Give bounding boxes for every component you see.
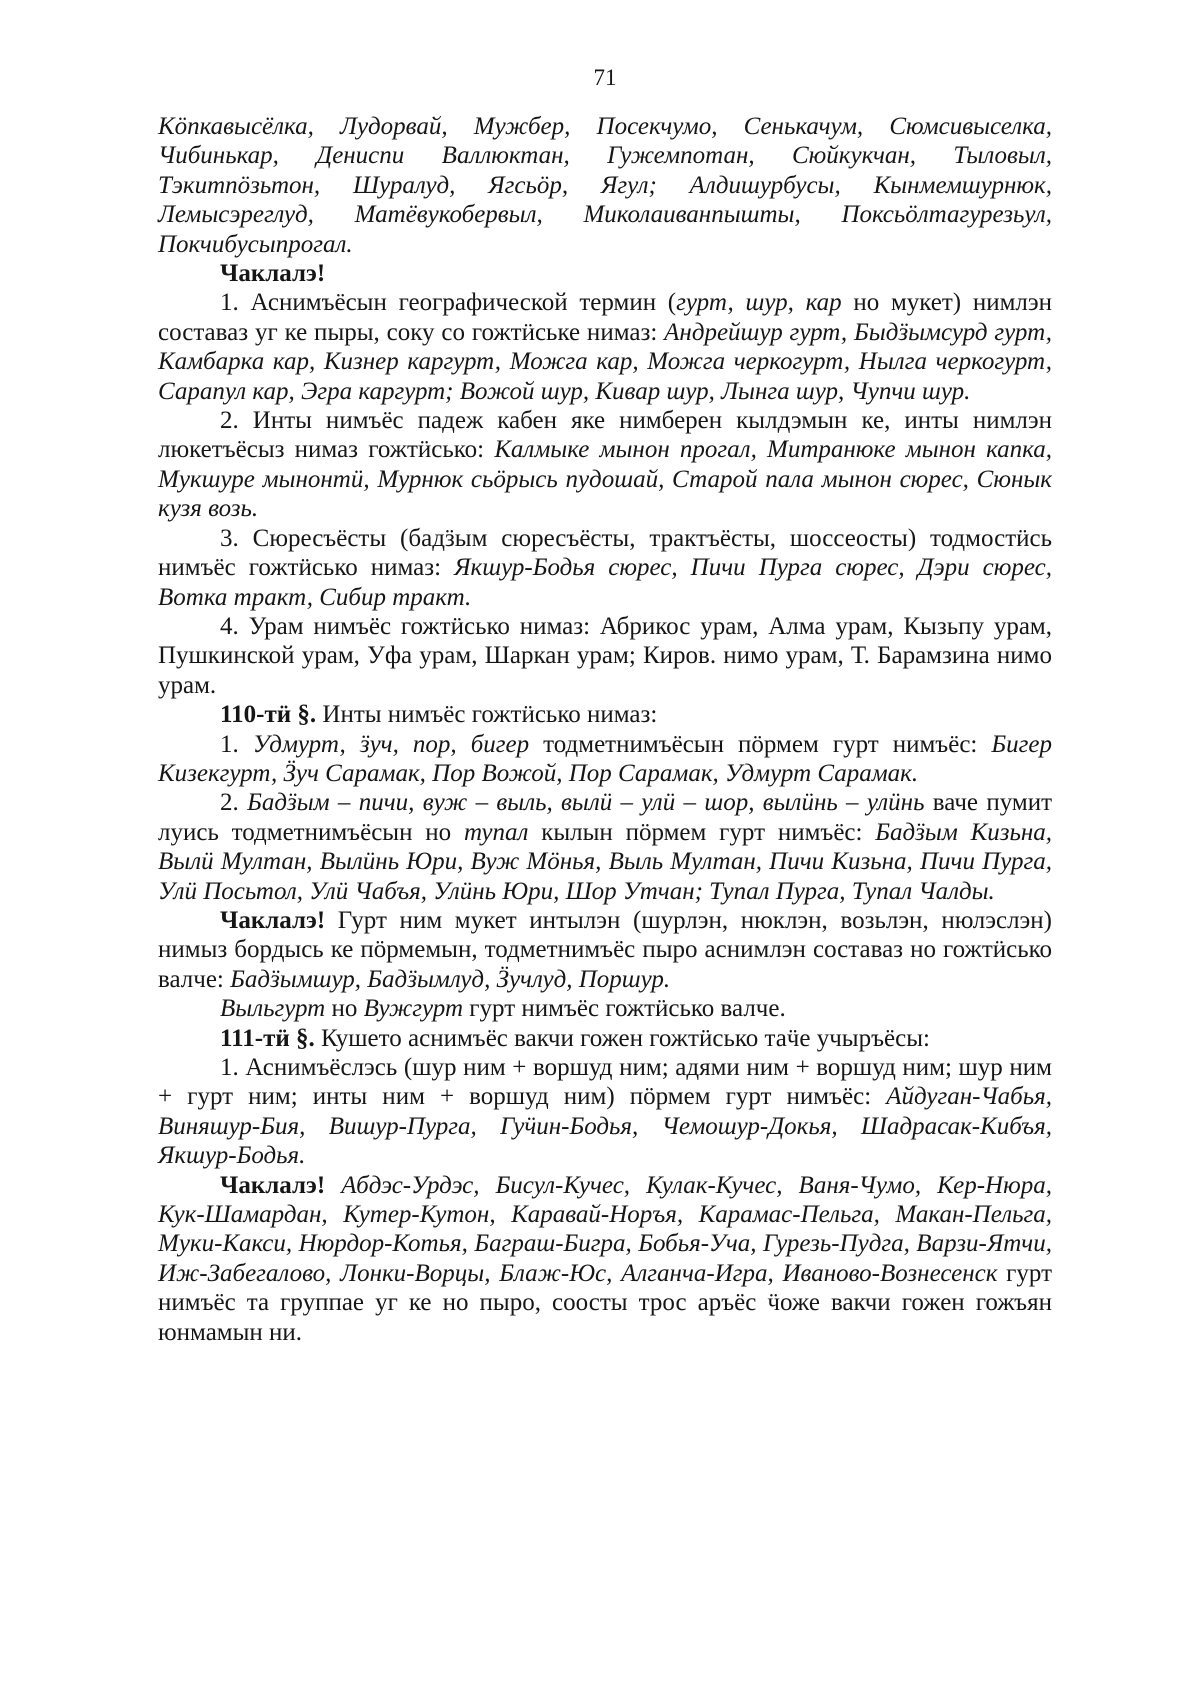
- body-text: гурт нимъёс та группае уг ке но пыро, соосты трос аръёс ӵоже вакчи гожен гожъян юнмамын ни.: [158, 1259, 1052, 1346]
- italic-text: Бадӟым – пичи, вуж – выль, вылӥ – улӥ – шор, вылӥнь – улӥнь: [247, 789, 925, 817]
- italic-text: тупал: [463, 818, 529, 846]
- body-text: 1. Аснимъёслэсь (шур ним + воршуд ним; адями ним + воршуд ним; шур ним + гурт ним; инты ним + воршуд ним) пӧрмем гурт нимъёс:: [158, 1054, 1052, 1111]
- page-body: [158, 112, 1052, 1347]
- italic-examples: Абдэс-Урдэс, Бисул-Кучес, Кулак-Кучес, Ваня-Чумо, Кер-Нюра, Кук-Шамардан, Кутер-Кутон, Каравай-Норъя, Карамас-Пельга, Макан-Пельга, Муки-Какси, Нюрдор-Котья, Баграш-Бигра, Бобья-Уча, Гурезь-Пудга, Варзи-Ятчи, Иж-Забегалово, Лонки-Ворцы, Блаж-Юс, Алганча-Игра, Иваново-Вознесенск: [158, 1171, 1052, 1287]
- italic-examples: Бигер Кизекгурт, Ӟуч Сарамак, Пор Вожой, Пор Сарамак, Удмурт Сарамак.: [158, 730, 1053, 787]
- italic-text: Выльгурт: [220, 995, 326, 1023]
- section-label: 111-тӥ §.: [220, 1024, 315, 1052]
- paragraph-section-111: [158, 1024, 1052, 1053]
- page-number: 71: [593, 65, 617, 90]
- italic-examples: Бадӟым Кизьна, Вылӥ Мултан, Вылӥнь Юри, Вуж Мӧнья, Выль Мултан, Пичи Кизьна, Пичи Пурга, Улӥ Посьтол, Улӥ Чабъя, Улӥнь Юри, Шор Утчан; Тупал Пурга, Тупал Чалды.: [158, 818, 1053, 905]
- body-text: кылын пӧрмем гурт нимъёс:: [528, 818, 876, 846]
- italic-text: Удмурт, ӟуч, пор, бигер: [252, 730, 530, 758]
- note-label: Чаклалэ!: [220, 260, 326, 288]
- paragraph-note-heading: [158, 259, 1052, 288]
- body-text: 3. Сюресъёсты (бадӟым сюресъёсты, трактъёсты, шоссеосты) тодмостӥсь нимъёс гожтӥсько нимаз:: [158, 524, 1052, 582]
- body-text: 1. Аснимъёсын географической термин (: [220, 289, 677, 317]
- paragraph-section-110: [158, 700, 1052, 729]
- italic-examples: Якшур-Бодья сюрес, Пичи Пурга сюрес, Дэри сюрес, Вотка тракт, Сибир тракт.: [158, 554, 1052, 611]
- section-label: 110-тӥ §.: [220, 701, 317, 729]
- body-text: 2. Инты нимъёс падеж кабен яке нимберен кылдэмын ке, инты нимлэн люкетъёсыз нимаз гожтӥсько:: [158, 407, 1052, 464]
- paragraph-rule-2: [158, 406, 1052, 524]
- paragraph-rule-4: [158, 612, 1052, 700]
- body-text: но: [325, 995, 364, 1023]
- body-text: Инты нимъёс гожтӥсько нимаз:: [316, 701, 658, 729]
- body-text: гурт нимъёс гожтӥсько валче.: [463, 995, 786, 1023]
- italic-text: Кӧпкавысёлка, Лудорвай, Мужбер, Посекчумо, Сенькачум, Сюмсивыселка, Чибинькар, Дениспи Валлюктан, Гужемпотан, Сюйкукчан, Тыловыл, Тэкитпӧзьтон, Шуралуд, Ягсьӧр, Ягул; Алдишурбусы, Кынмемшурнюк, Лемысэреглуд, Матёвукобервыл, Миколаиванпышты, Поксьӧлтагурезьул, Покчибусыпрогал.: [158, 113, 1052, 258]
- paragraph-place-names-continued: [158, 112, 1052, 259]
- italic-examples: Бадӟымшур, Бадӟымлуд, Ӟучлуд, Поршур.: [230, 965, 671, 993]
- body-text: тодметнимъёсын пӧрмем гурт нимъёс:: [529, 730, 992, 758]
- paragraph-note-3: [158, 1171, 1052, 1347]
- body-text: 2.: [220, 789, 248, 817]
- paragraph-note-2: [158, 906, 1052, 994]
- body-text: но мукет) нимлэн составаз уг ке пыры, соку со гожтӥське нимаз:: [158, 289, 1053, 346]
- italic-examples: Калмыке мынон прогал, Митранюке мынон капка, Мукшуре мынонтӥ, Мурнюк сьӧрысь пудошай, Старой пала мынон сюрес, Сюнык кузя возь.: [158, 436, 1053, 523]
- paragraph-vylgurt: [158, 994, 1052, 1023]
- paragraph-110-rule-1: [158, 730, 1052, 789]
- paragraph-rule-3: [158, 524, 1052, 612]
- italic-examples: Андрейшур гурт, Быдӟымсурд гурт, Камбарка кар, Кизнер каргурт, Можга кар, Можга черкогурт, Нылга черкогурт, Сарапул кар, Эгра каргурт; Вожой шур, Кивар шур, Лынга шур, Чупчи шур.: [158, 318, 1053, 405]
- body-text: 1.: [220, 730, 253, 758]
- italic-examples: Айдуган-Чабья, Виняшур-Бия, Вишур-Пурга, Гуӵин-Бодья, Чемошур-Докья, Шадрасак-Кибъя, Якшур-Бодья.: [158, 1083, 1052, 1170]
- paragraph-110-rule-2: [158, 788, 1052, 906]
- body-text: Гурт ним мукет интылэн (шурлэн, нюклэн, возьлэн, нюлэслэн) нимыз бордысь ке пӧрмемын, тодметнимъёс пыро аснимлэн составаз но гожтӥсько валче:: [158, 906, 1052, 993]
- body-text: 4. Урам нимъёс гожтӥсько нимаз: Абрикос урам, Алма урам, Кызьпу урам, Пушкинской урам, Уфа урам, Шаркан урам; Киров. нимо урам, Т. Барамзина нимо урам.: [158, 612, 1052, 699]
- note-label: Чаклалэ!: [220, 906, 326, 934]
- italic-text: Вужгурт: [363, 995, 464, 1023]
- italic-text: гурт, шур, кар: [676, 289, 842, 317]
- body-text: ваче пумит луись тодметнимъёсын но: [158, 789, 1052, 846]
- body-text: Кушето аснимъёс вакчи гожен гожтӥсько таӵе учыръёсы:: [314, 1024, 930, 1052]
- paragraph-rule-1: [158, 288, 1052, 406]
- note-label: Чаклалэ!: [220, 1171, 326, 1199]
- paragraph-111-rule-1: [158, 1053, 1052, 1171]
